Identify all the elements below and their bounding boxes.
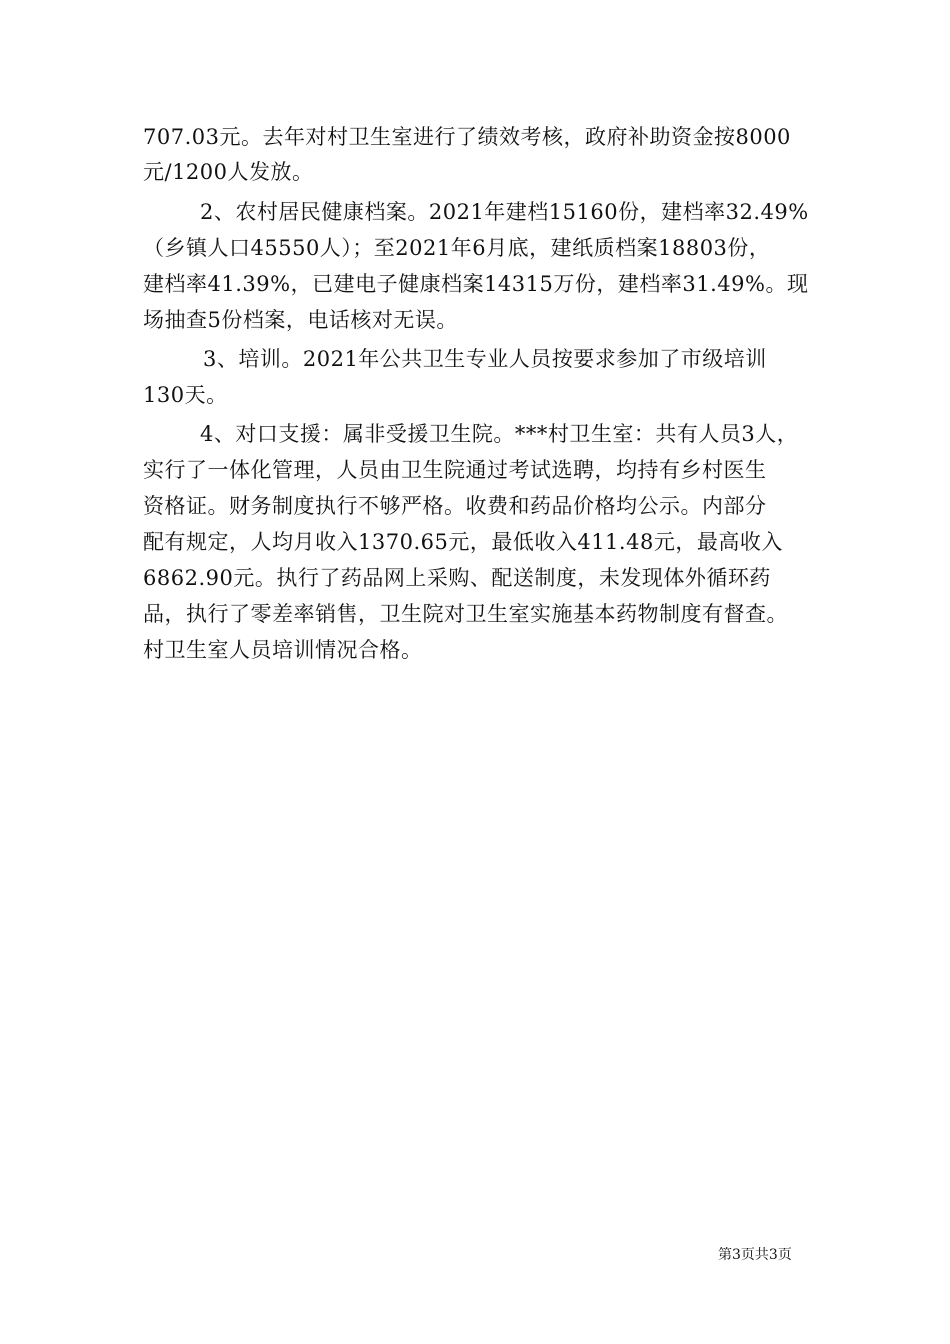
paragraph-4-line-5: 6862.90元。执行了药品网上采购、配送制度，未发现体外循环药 bbox=[143, 566, 771, 590]
paragraph-4-line-4: 配有规定，人均月收入1370.65元，最低收入411.48元，最高收入 bbox=[143, 530, 783, 554]
paragraph-4-line-3: 资格证。财务制度执行不够严格。收费和药品价格均公示。内部分 bbox=[143, 494, 767, 518]
paragraph-2-line-4: 场抽查5份档案，电话核对无误。 bbox=[143, 308, 458, 332]
paragraph-2-line-2: （乡镇人口45550人）；至2021年6月底，建纸质档案18803份， bbox=[143, 236, 771, 260]
paragraph-4-line-1: 4、对口支援：属非受援卫生院。***村卫生室：共有人员3人， bbox=[200, 422, 799, 446]
page-number-footer: 第3页共3页 bbox=[718, 1247, 792, 1263]
paragraph-1-line-2: 元/1200人发放。 bbox=[143, 160, 314, 184]
paragraph-3-line-2: 130天。 bbox=[143, 383, 228, 407]
paragraph-1-line-1: 707.03元。去年对村卫生室进行了绩效考核，政府补助资金按8000 bbox=[143, 125, 791, 149]
paragraph-2-line-3: 建档率41.39%，已建电子健康档案14315万份，建档率31.49%。现 bbox=[143, 272, 809, 296]
paragraph-4-line-2: 实行了一体化管理，人员由卫生院通过考试选聘，均持有乡村医生 bbox=[143, 458, 767, 482]
paragraph-4-line-6: 品，执行了零差率销售，卫生院对卫生室实施基本药物制度有督查。 bbox=[143, 602, 788, 626]
paragraph-4-line-7: 村卫生室人员培训情况合格。 bbox=[143, 638, 423, 662]
paragraph-3-line-1: 3、培训。2021年公共卫生专业人员按要求参加了市级培训 bbox=[203, 347, 767, 371]
paragraph-2-line-1: 2、农村居民健康档案。2021年建档15160份，建档率32.49% bbox=[200, 200, 809, 224]
